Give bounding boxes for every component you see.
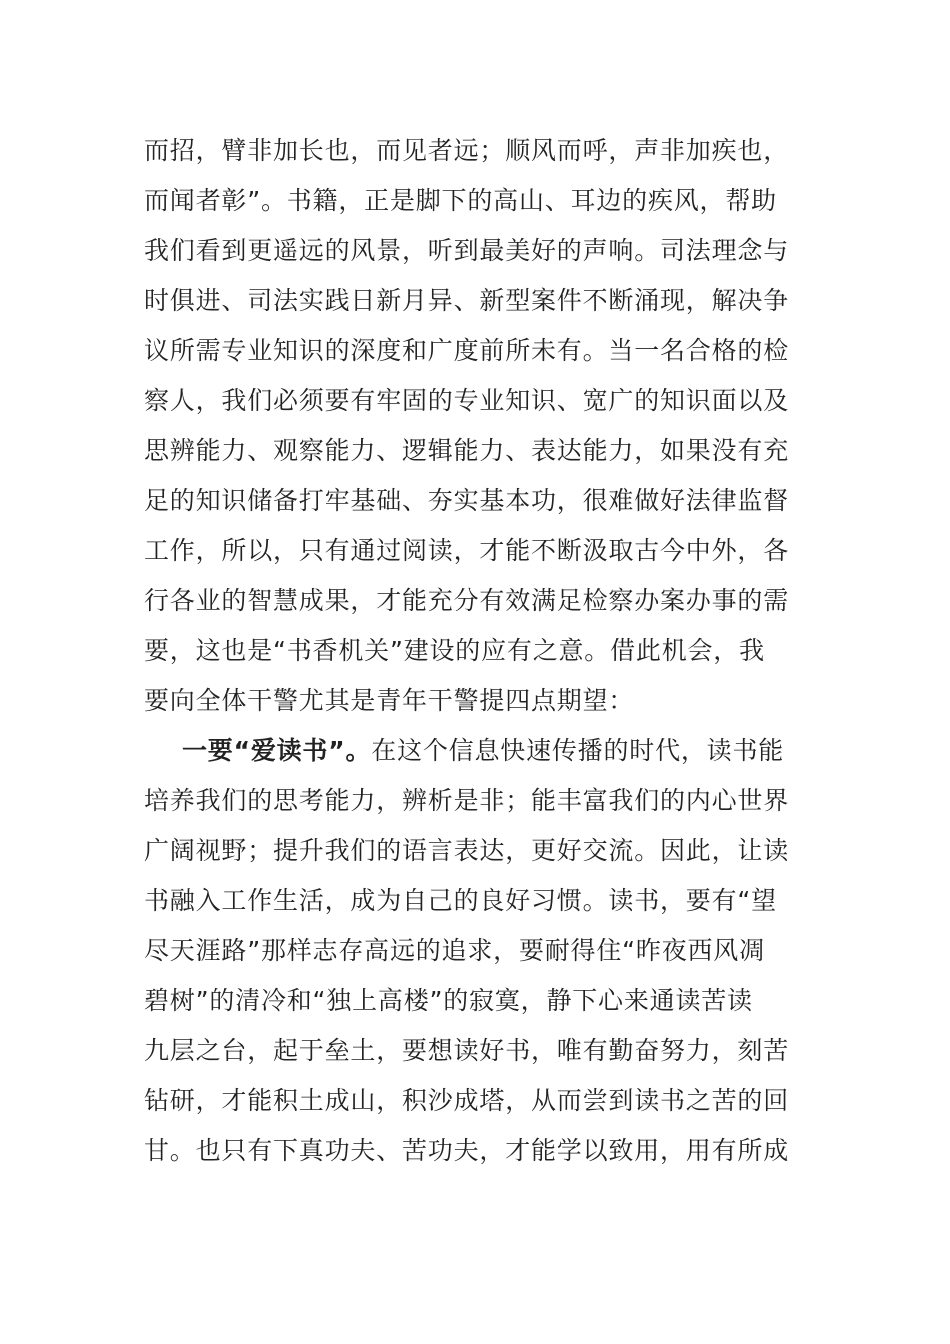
text-line: 足的知识储备打牢基础、夯实基本功，很难做好法律监督 [144, 486, 790, 515]
text-line: 尽天涯路”那样志存高远的追求，要耐得住“昨夜西风凋 [144, 936, 765, 965]
text-line: 行各业的智慧成果，才能充分有效满足检察办案办事的需 [144, 586, 790, 615]
text-span: 在这个信息快速传播的时代，读书能 [371, 736, 785, 765]
text-line: 九层之台，起于垒土，要想读好书，唯有勤奋努力，刻苦 [144, 1036, 790, 1065]
text-line: 工作，所以，只有通过阅读，才能不断汲取古今中外，各 [144, 536, 790, 565]
section-heading: 一要“爱读书”。 [182, 736, 372, 765]
text-line: 时俱进、司法实践日新月异、新型案件不断涌现，解决争 [144, 286, 790, 315]
paragraph-1 [144, 126, 814, 726]
text-line: 我们看到更遥远的风景，听到最美好的声响。司法理念与 [144, 236, 790, 265]
text-line-first [144, 726, 814, 776]
text-line: 而招，臂非加长也，而见者远；顺风而呼，声非加疾也， [144, 136, 790, 165]
text-line: 培养我们的思考能力，辨析是非；能丰富我们的内心世界 [144, 786, 790, 815]
text-line: 要，这也是“书香机关”建设的应有之意。借此机会，我 [144, 636, 765, 665]
body-text [144, 126, 814, 1176]
text-line: 思辨能力、观察能力、逻辑能力、表达能力，如果没有充 [144, 436, 790, 465]
text-line: 广阔视野；提升我们的语言表达，更好交流。因此，让读 [144, 836, 790, 865]
text-line: 而闻者彰”。书籍，正是脚下的高山、耳边的疾风，帮助 [144, 186, 777, 215]
text-line: 碧树”的清冷和“独上高楼”的寂寞，静下心来通读苦读 [144, 986, 753, 1015]
text-line: 要向全体干警尤其是青年干警提四点期望： [144, 686, 635, 715]
paragraph-2 [144, 726, 814, 1176]
text-line: 书融入工作生活，成为自己的良好习惯。读书，要有“望 [144, 886, 777, 915]
text-line: 议所需专业知识的深度和广度前所未有。当一名合格的检 [144, 336, 790, 365]
text-line: 甘。也只有下真功夫、苦功夫，才能学以致用，用有所成 [144, 1136, 790, 1165]
text-line: 察人，我们必须要有牢固的专业知识、宽广的知识面以及 [144, 386, 790, 415]
text-line: 钻研，才能积土成山，积沙成塔，从而尝到读书之苦的回 [144, 1086, 790, 1115]
